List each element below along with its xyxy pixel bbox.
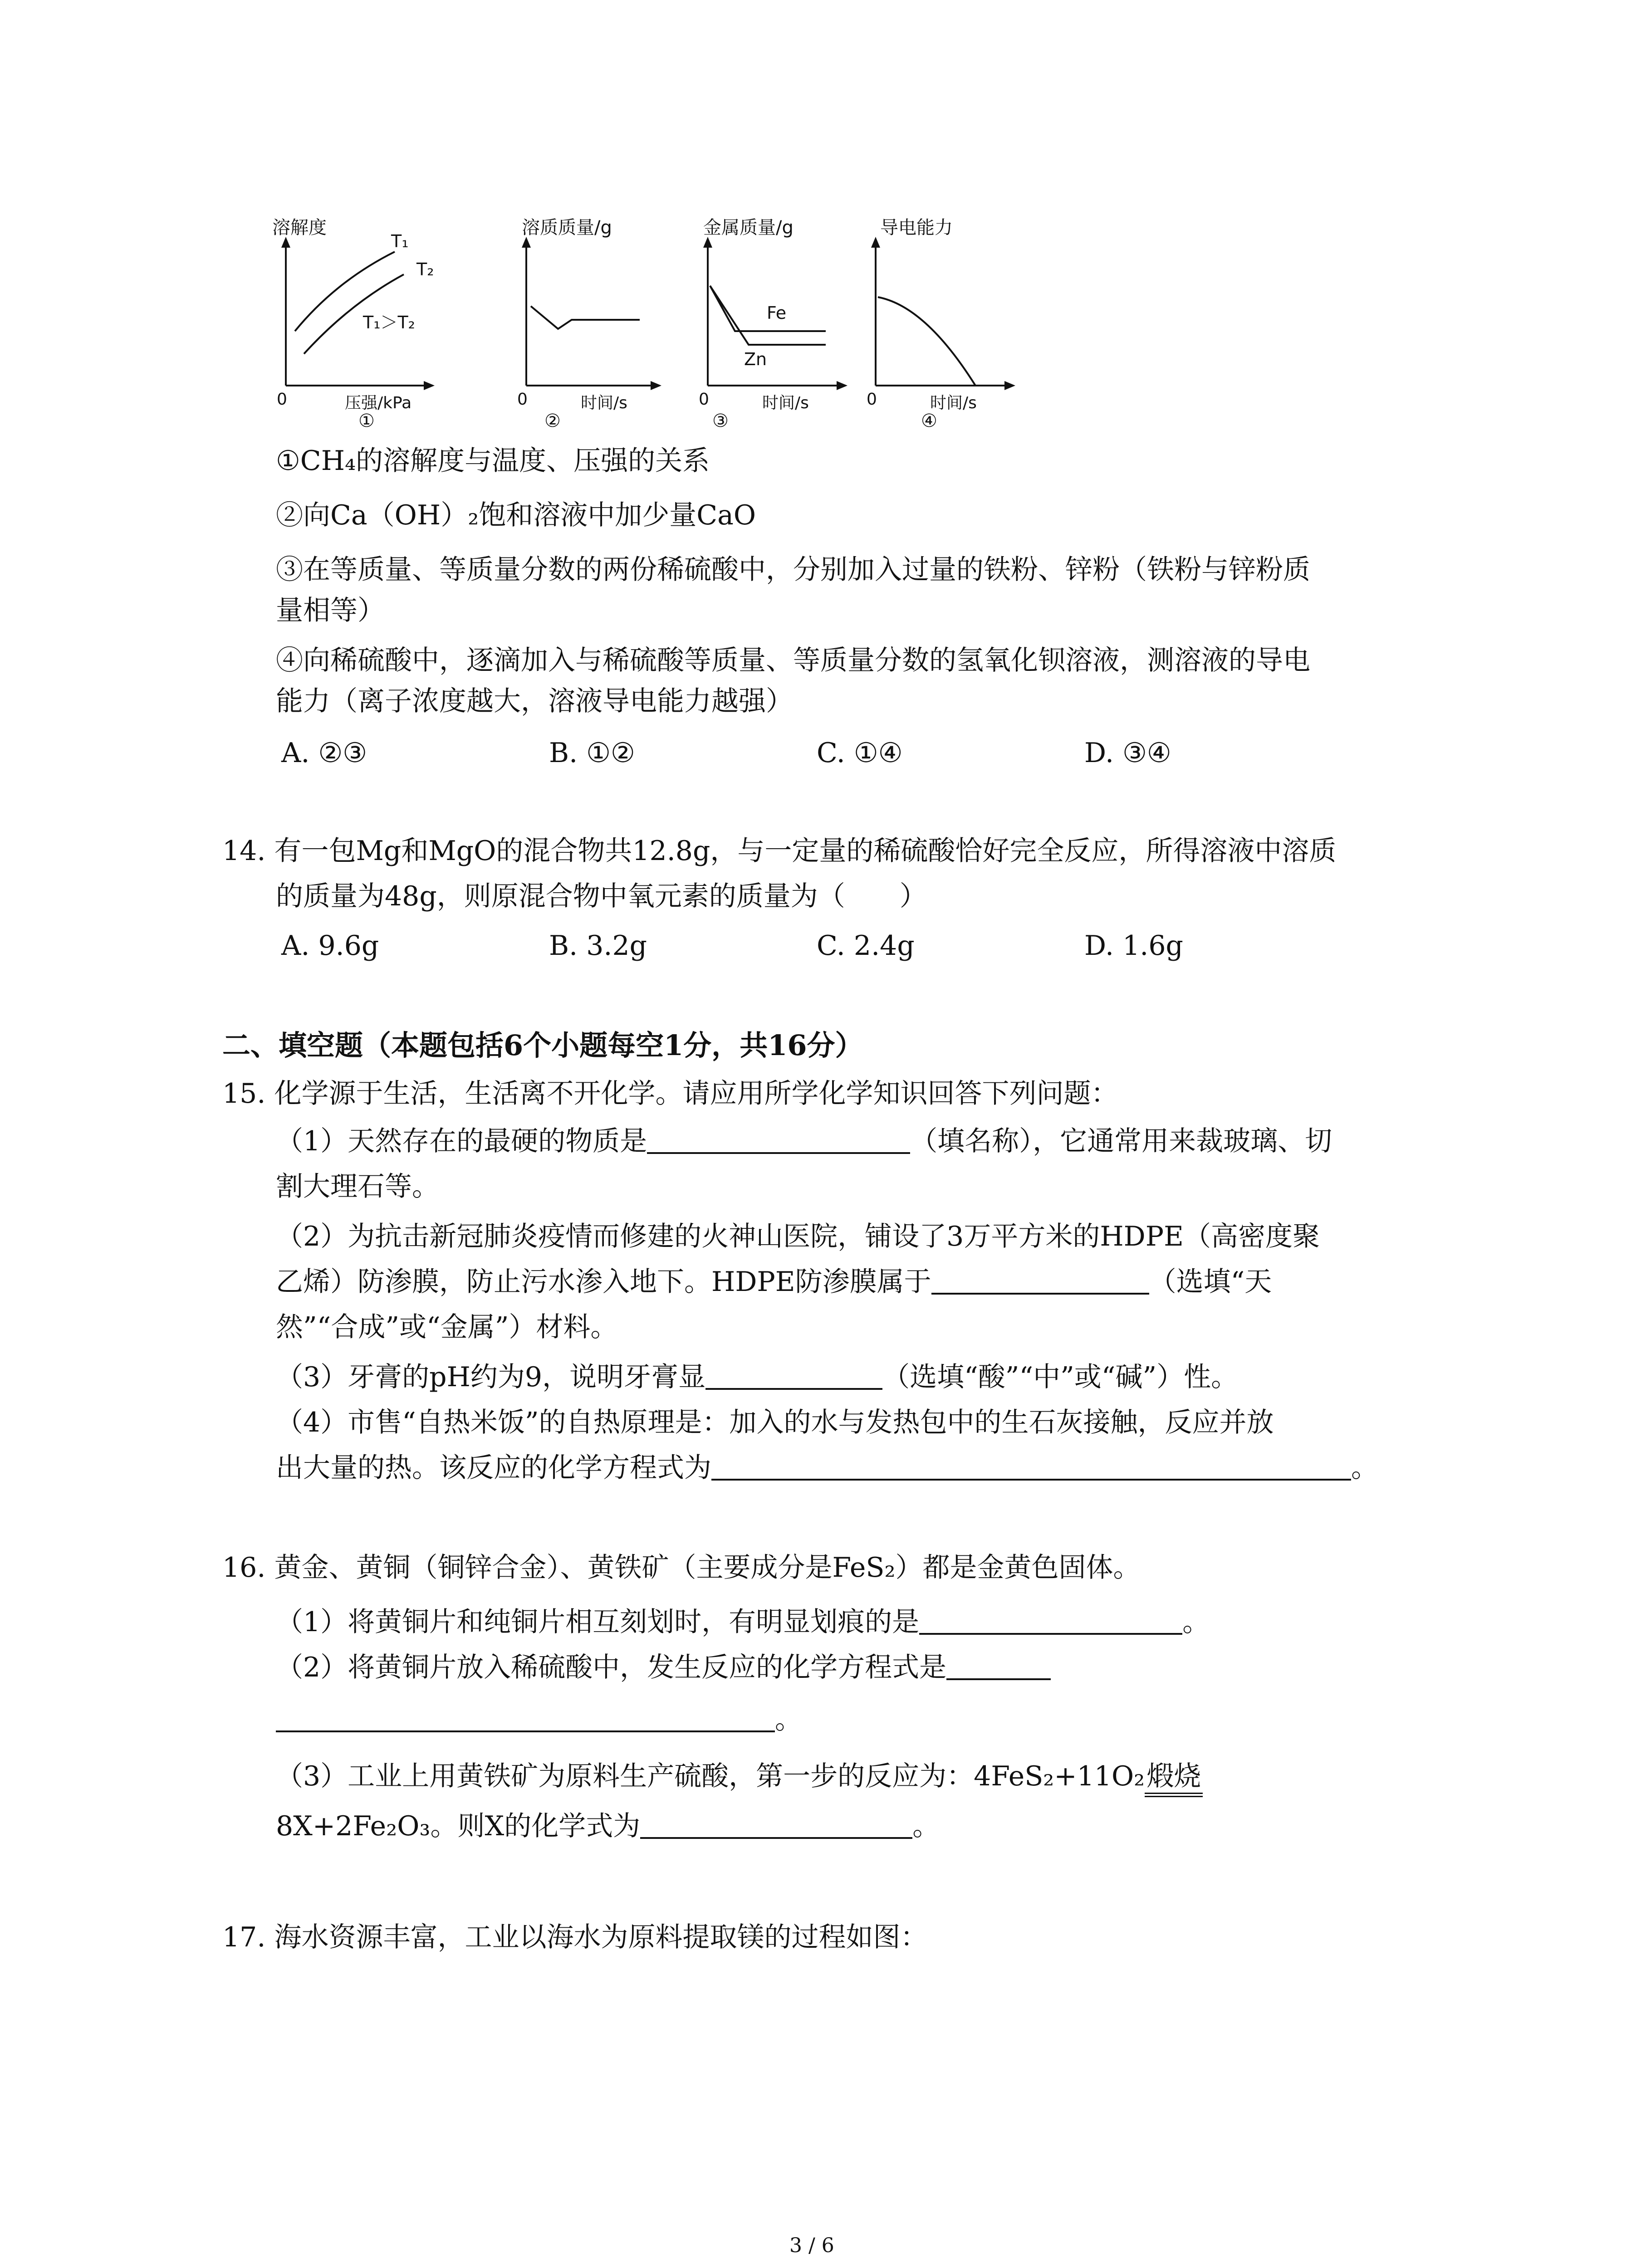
q16-part-3-text-a: （3）工业上用黄铁矿为原料生产硫酸，第一步的反应为：4FeS₂+11O₂	[276, 1760, 1145, 1792]
q16-blank-2a[interactable]	[946, 1651, 1051, 1680]
graph-1-curve-label-t1: T₁	[391, 231, 409, 251]
q15-part-4-line-1: （4）市售“自热米饭”的自热原理是：加入的水与发热包中的生石灰接触，反应并放	[276, 1407, 1274, 1438]
q15-stem: 15. 化学源于生活，生活离不开化学。请应用所学化学知识回答下列问题：	[222, 1078, 1118, 1110]
graph-1-note: T₁＞T₂	[363, 313, 415, 332]
q14-stem-line-2: 的质量为48g，则原混合物中氧元素的质量为（ ）	[276, 880, 927, 912]
graph-1-origin: 0	[277, 390, 287, 409]
graph-4-number: ④	[921, 411, 937, 431]
q15-part-2-line-1: （2）为抗击新冠肺炎疫情而修建的火神山医院，铺设了3万平方米的HDPE（高密度聚	[276, 1221, 1320, 1252]
graph-4-svg	[862, 213, 1016, 404]
q15-part-2-line-3: 然”“合成”或“金属”）材料。	[276, 1311, 618, 1343]
q13-item-3-cont: 量相等）	[276, 595, 385, 626]
graph-2-origin: 0	[517, 390, 528, 409]
q13-item-1: ①CH₄的溶解度与温度、压强的关系	[276, 445, 710, 477]
q14-option-a[interactable]: A. 9.6g	[281, 930, 379, 962]
graph-1	[272, 213, 436, 412]
q16-part-3-text-c: 。	[912, 1810, 940, 1842]
q16-blank-3[interactable]	[640, 1810, 912, 1839]
q15-part-1-text-b: （填名称），它通常用来裁玻璃、切	[910, 1125, 1332, 1157]
q16-stem: 16. 黄金、黄铜（铜锌合金）、黄铁矿（主要成分是FeS₂）都是金黄色固体。	[222, 1552, 1141, 1584]
q15-part-1-text-a: （1）天然存在的最硬的物质是	[276, 1125, 647, 1157]
q13-item-3: ③在等质量、等质量分数的两份稀硫酸中，分别加入过量的铁粉、锌粉（铁粉与锌粉质	[276, 554, 1310, 586]
graph-4	[862, 213, 1016, 412]
q16-part-2-text-b: 。	[775, 1704, 802, 1735]
q15-part-4-line-2	[276, 1452, 1378, 1484]
graph-3	[694, 213, 848, 412]
graph-3-number: ③	[712, 411, 729, 431]
q14-option-d[interactable]: D. 1.6g	[1084, 930, 1183, 962]
graph-2	[513, 213, 662, 412]
graph-2-xlabel: 时间/s	[581, 394, 627, 412]
graph-4-origin: 0	[867, 390, 877, 409]
q14-option-c[interactable]: C. 2.4g	[817, 930, 915, 962]
q16-part-1	[276, 1606, 1210, 1638]
graph-3-origin: 0	[699, 390, 709, 409]
graph-3-label-zn: Zn	[744, 349, 767, 369]
q13-item-4-cont: 能力（离子浓度越大，溶液导电能力越强）	[276, 685, 793, 717]
graph-2-curve	[531, 306, 640, 329]
q13-option-b[interactable]: B. ①②	[549, 737, 635, 769]
q15-blank-1[interactable]	[647, 1125, 910, 1154]
page-number: 3 / 6	[789, 2234, 834, 2257]
q13-item-4: ④向稀硫酸中，逐滴加入与稀硫酸等质量、等质量分数的氢氧化钡溶液，测溶液的导电	[276, 645, 1310, 676]
q13-item-2: ②向Ca（OH）₂饱和溶液中加少量CaO	[276, 499, 756, 531]
q15-part-3-text-b: （选填“酸”“中”或“碱”）性。	[882, 1361, 1239, 1393]
graph-1-curve-label-t2: T₂	[416, 259, 434, 279]
graph-2-ylabel: 溶质质量/g	[522, 217, 612, 238]
q16-part-1-text-b: 。	[1182, 1606, 1210, 1638]
q16-part-3-text-b: 8X+2Fe₂O₃。则X的化学式为	[276, 1810, 641, 1842]
q16-blank-1[interactable]	[919, 1606, 1182, 1635]
q16-part-3-line-2	[276, 1810, 940, 1843]
q13-option-a[interactable]: A. ②③	[281, 737, 367, 769]
q15-blank-4[interactable]	[711, 1452, 1351, 1481]
q15-part-2-text-b: 乙烯）防渗膜，防止污水渗入地下。HDPE防渗膜属于	[276, 1266, 931, 1298]
graph-4-curve	[878, 297, 975, 386]
graph-3-xlabel: 时间/s	[762, 394, 809, 412]
q15-part-1-cont: 割大理石等。	[276, 1171, 439, 1202]
section-2-heading: 二、填空题（本题包括6个小题每空1分，共16分）	[222, 1029, 863, 1062]
q16-part-2-line-1	[276, 1651, 1051, 1684]
graph-1-number: ①	[358, 411, 375, 431]
q15-part-1	[276, 1125, 1332, 1158]
q15-blank-2[interactable]	[931, 1266, 1149, 1295]
graph-3-ylabel: 金属质量/g	[703, 217, 794, 238]
graph-3-label-fe: Fe	[767, 303, 787, 323]
graph-2-number: ②	[544, 411, 561, 431]
q13-option-c[interactable]: C. ①④	[817, 737, 903, 769]
q16-part-3-line-1	[276, 1760, 1203, 1797]
q16-reaction-condition: 煅烧	[1145, 1760, 1203, 1797]
graph-4-xlabel: 时间/s	[930, 394, 977, 412]
graph-2-svg	[513, 213, 662, 404]
q15-part-3-text-a: （3）牙膏的pH约为9，说明牙膏显	[276, 1361, 706, 1393]
q15-part-4-text-b: 出大量的热。该反应的化学方程式为	[276, 1452, 711, 1484]
graph-1-xlabel: 压强/kPa	[345, 394, 412, 412]
q17-stem: 17. 海水资源丰富，工业以海水为原料提取镁的过程如图：	[222, 1921, 928, 1953]
q15-part-2-line-2	[276, 1266, 1272, 1298]
q16-blank-2b[interactable]	[276, 1703, 775, 1732]
q15-part-3	[276, 1361, 1238, 1393]
q15-blank-3[interactable]	[705, 1361, 882, 1390]
graph-1-ylabel: 溶解度	[272, 217, 327, 238]
graph-4-ylabel: 导电能力	[880, 217, 953, 238]
q14-stem-line-1: 14. 有一包Mg和MgO的混合物共12.8g，与一定量的稀硫酸恰好完全反应，所得溶液中溶质	[222, 835, 1337, 867]
q15-part-4-text-c: 。	[1351, 1452, 1378, 1484]
q16-part-2-line-2	[276, 1703, 802, 1736]
q16-part-1-text-a: （1）将黄铜片和纯铜片相互刻划时，有明显划痕的是	[276, 1606, 920, 1638]
q16-part-2-text-a: （2）将黄铜片放入稀硫酸中，发生反应的化学方程式是	[276, 1652, 947, 1683]
q13-option-d[interactable]: D. ③④	[1084, 737, 1171, 769]
q15-part-2-text-c: （选填“天	[1149, 1266, 1272, 1298]
q14-option-b[interactable]: B. 3.2g	[549, 930, 647, 962]
